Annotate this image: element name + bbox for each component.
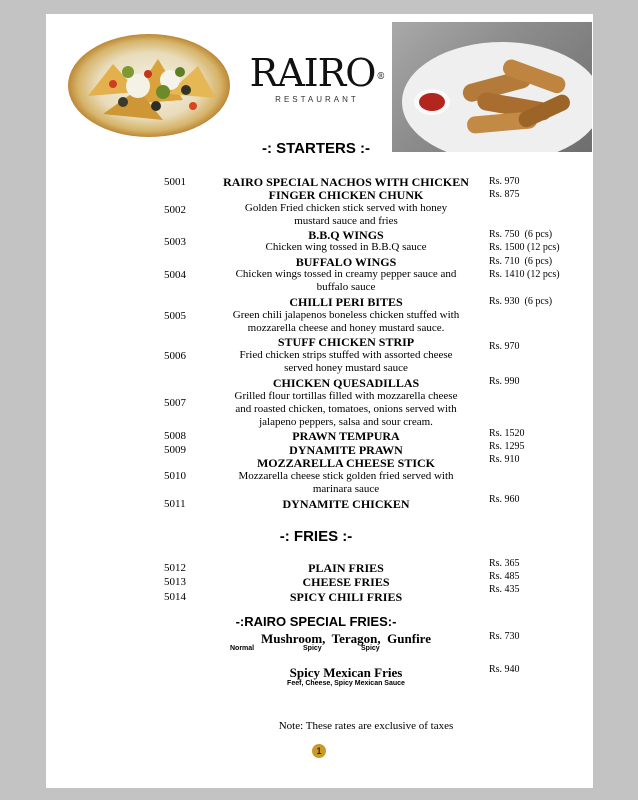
special-fries-name: Mushroom, Teragon, Gunfire xyxy=(261,631,431,646)
item-code: 5010 xyxy=(164,470,186,482)
item-price: Rs. 710 (6 pcs) xyxy=(489,256,553,267)
item-code: 5009 xyxy=(164,444,186,456)
item-price: Rs. 485 xyxy=(489,571,520,582)
item-description: mozzarella cheese and honey mustard sauce. xyxy=(247,322,445,334)
fries-heading: -: FRIES :- xyxy=(279,528,353,545)
item-code: 5007 xyxy=(164,397,186,409)
item-price: Rs. 875 xyxy=(489,189,520,200)
item-name: MOZZARELLA CHEESE STICK xyxy=(256,456,436,470)
item-price: Rs. 750 (6 pcs) xyxy=(489,229,553,240)
item-price: Rs. 730 xyxy=(489,631,520,642)
item-name: CHICKEN QUESADILLAS xyxy=(272,376,420,390)
variant-label: Spicy xyxy=(303,645,322,652)
item-price: Rs. 940 xyxy=(489,664,520,675)
item-price: Rs. 435 xyxy=(489,584,520,595)
item-price: Rs. 960 xyxy=(489,494,520,505)
item-price: Rs. 930 (6 pcs) xyxy=(489,296,553,307)
special-fries-name: Spicy Mexican Fries xyxy=(289,665,403,680)
item-name: PLAIN FRIES xyxy=(308,561,384,575)
item-code: 5005 xyxy=(164,310,186,322)
item-description: jalapeno peppers, salsa and sour cream. xyxy=(259,416,433,428)
item-description: marinara sauce xyxy=(312,483,380,495)
variant-label: Spicy xyxy=(361,645,380,652)
menu-page xyxy=(46,14,593,788)
item-code: 5008 xyxy=(164,430,186,442)
item-name: PRAWN TEMPURA xyxy=(292,429,400,443)
page-number-badge: 1 xyxy=(312,744,326,758)
variant-label: Normal xyxy=(230,645,255,652)
item-description: and roasted chicken, tomatoes, onions served with xyxy=(235,403,457,415)
item-description: Chicken wings tossed in creamy pepper sauce and xyxy=(235,268,457,280)
item-price: Rs. 1520 xyxy=(489,428,525,439)
item-description: Mozzarella cheese stick golden fried served with xyxy=(238,470,454,482)
item-description: Grilled flour tortillas filled with mozzarella cheese xyxy=(234,390,458,402)
item-name: SPICY CHILI FRIES xyxy=(289,590,403,604)
item-code: 5006 xyxy=(164,350,186,362)
item-code: 5002 xyxy=(164,204,186,216)
special-fries-description: Feef, Cheese, Spicy Mexican Sauce xyxy=(287,680,405,687)
item-code: 5004 xyxy=(164,269,186,281)
starters-heading: -: STARTERS :- xyxy=(261,140,371,157)
item-name: CHILLI PERI BITES xyxy=(289,295,403,309)
item-price: Rs. 990 xyxy=(489,376,520,387)
item-description: Golden Fried chicken stick served with honey xyxy=(244,202,448,214)
item-description: served honey mustard sauce xyxy=(284,362,408,374)
item-code: 5014 xyxy=(164,591,186,603)
item-name: CHEESE FRIES xyxy=(302,575,390,589)
item-price: Rs. 910 xyxy=(489,454,520,465)
item-code: 5003 xyxy=(164,236,186,248)
item-name: DYNAMITE CHICKEN xyxy=(282,497,410,511)
item-name: DYNAMITE PRAWN xyxy=(289,443,403,457)
item-description: Chicken wing tossed in B.B.Q sauce xyxy=(265,241,427,253)
item-code: 5011 xyxy=(164,498,186,510)
item-price: Rs. 1410 (12 pcs) xyxy=(489,269,560,280)
item-description: Green chili jalapenos boneless chicken stuffed with xyxy=(232,309,460,321)
item-price: Rs. 970 xyxy=(489,341,520,352)
chicken-strips-photo xyxy=(392,22,592,152)
item-description: mustard sauce and fries xyxy=(294,215,398,227)
item-description: buffalo sauce xyxy=(316,281,376,293)
restaurant-logo: RAIRO® RESTAURANT xyxy=(249,51,385,104)
item-name: RAIRO SPECIAL NACHOS WITH CHICKEN xyxy=(223,175,469,189)
item-price: Rs. 1295 xyxy=(489,441,525,452)
item-price: Rs. 970 xyxy=(489,176,520,187)
special-fries-heading: -:RAIRO SPECIAL FRIES:- xyxy=(235,614,397,629)
item-price: Rs. 365 xyxy=(489,558,520,569)
item-code: 5001 xyxy=(164,176,186,188)
item-description: Fried chicken strips stuffed with assorted cheese xyxy=(239,349,453,361)
item-name: FINGER CHICKEN CHUNK xyxy=(268,188,424,202)
item-name: BUFFALO WINGS xyxy=(295,255,397,269)
item-code: 5013 xyxy=(164,576,186,588)
item-price: Rs. 1500 (12 pcs) xyxy=(489,242,560,253)
item-name: B.B.Q WINGS xyxy=(308,228,384,242)
logo-subtitle: RESTAURANT xyxy=(275,95,359,104)
item-name: STUFF CHICKEN STRIP xyxy=(277,335,415,349)
item-code: 5012 xyxy=(164,562,186,574)
nachos-photo xyxy=(68,34,230,137)
tax-note: Note: These rates are exclusive of taxes xyxy=(278,720,454,732)
